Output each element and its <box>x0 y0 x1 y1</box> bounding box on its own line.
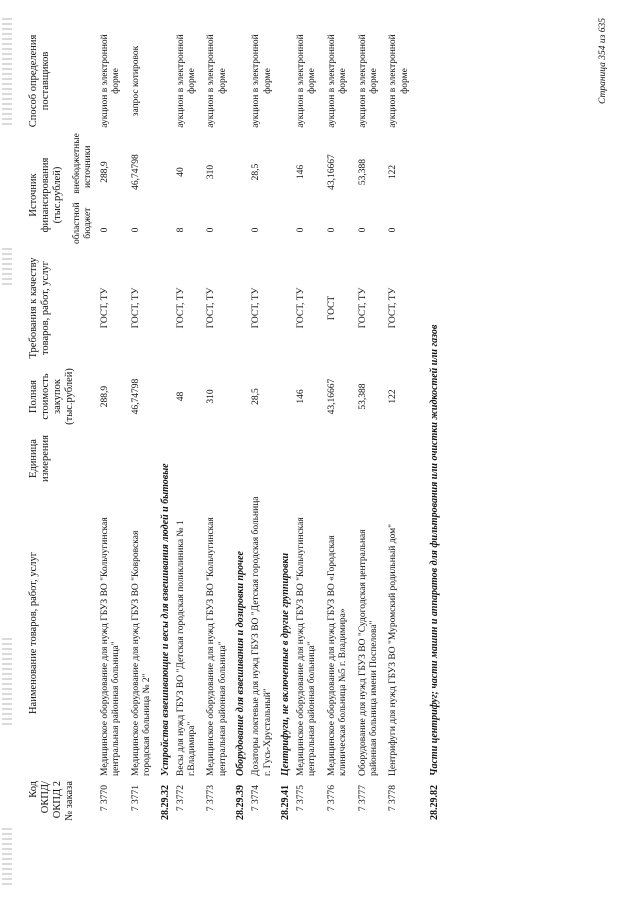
item-funding-regional: 0 <box>388 227 399 233</box>
item-name: Центрифуги для нужд ГБУЗ ВО "Муромский родильный дом" <box>388 524 399 776</box>
item-name: Весы для нужд ГБУЗ ВО "Детская городская поликлиника № 1 г.Владимира" <box>175 520 197 776</box>
item-funding-regional: 0 <box>206 227 217 233</box>
item-name: Медицинское оборудование для нужд ГБУЗ ВО "Кольчугинская центральная районная больница" <box>100 517 122 776</box>
item-funding-extra: 146 <box>295 164 306 180</box>
header-requirements: Требования к качеству товаров, работ, услуг <box>28 257 52 359</box>
item-unit <box>247 430 278 487</box>
group-code: 28.29.39 <box>235 785 247 820</box>
header-cost: Полная стоимость закупок (тыс.рублей) <box>28 368 76 425</box>
item-method: аукцион в электронной форме <box>326 34 349 128</box>
item-unit <box>202 430 233 487</box>
item-requirements: ГОСТ, ТУ <box>100 287 111 329</box>
item-unit <box>292 430 323 487</box>
item-requirements: ГОСТ, ТУ <box>357 287 368 329</box>
item-name: Медицинское оборудование для нужд ГБУЗ ВО "Кольчугинская центральная районная больница" <box>206 517 228 776</box>
item-cost: 288,9 <box>100 385 111 408</box>
header-funding-extra: внебюджетные источники <box>72 133 94 194</box>
item-cost: 43,16667 <box>326 378 337 415</box>
header-unit: Единица измерения <box>28 435 52 482</box>
item-funding-extra: 122 <box>388 164 399 180</box>
item-unit <box>172 430 203 487</box>
item-funding-regional: 0 <box>326 227 337 233</box>
item-name: Дозаторы локтевые для нужд ГБУЗ ВО "Детская городская больница г. Гусь-Хрустальный" <box>251 496 273 776</box>
item-cost: 146 <box>295 389 306 404</box>
order-code: 7 3777 <box>357 785 368 812</box>
order-code: 7 3774 <box>251 785 262 812</box>
item-method: аукцион в электронной форме <box>295 34 318 128</box>
item-unit <box>384 430 415 487</box>
table-row <box>292 25 323 897</box>
header-funding <box>26 133 96 253</box>
page-number: Страница 354 из 635 <box>598 18 608 104</box>
header-method: Способ определения поставщиков <box>28 34 52 128</box>
item-funding-regional: 0 <box>295 227 306 233</box>
order-code: 7 3770 <box>100 785 111 812</box>
group-code: 28.29.82 <box>429 785 441 820</box>
item-funding-regional: 0 <box>100 227 111 233</box>
item-name: Медицинское оборудование для нужд ГБУЗ ВО "Кольчугинская центральная районная больница" <box>295 517 318 776</box>
item-funding-regional: 0 <box>251 227 262 233</box>
item-name: Оборудование для нужд ГБУЗ ВО "Судогодская центральная районная больница имени Поспелова" <box>357 529 379 776</box>
item-unit <box>127 430 158 487</box>
item-method: аукцион в электронной форме <box>206 34 228 128</box>
header-funding-title: Источник финансирования (тыс.рублей) <box>28 157 64 233</box>
group-code: 28.29.41 <box>279 785 291 820</box>
table-row <box>323 25 354 897</box>
item-method: запрос котировок <box>130 45 141 117</box>
item-method: аукцион в электронной форме <box>100 34 122 128</box>
group-heading-row <box>158 25 172 897</box>
item-funding-regional: 0 <box>130 227 141 233</box>
scan-noise <box>2 825 12 885</box>
item-funding-extra: 288,9 <box>100 161 111 183</box>
item-requirements: ГОСТ <box>326 295 337 321</box>
header-funding-regional: областной бюджет <box>72 202 94 244</box>
item-funding-extra: 28,5 <box>251 163 262 181</box>
footer-group-row <box>415 25 445 897</box>
item-cost: 28,5 <box>251 388 262 405</box>
item-cost: 53,388 <box>357 383 368 410</box>
item-requirements: ГОСТ, ТУ <box>206 287 217 329</box>
order-code: 7 3778 <box>388 785 399 812</box>
item-method: аукцион в электронной форме <box>357 34 379 128</box>
item-funding-extra: 40 <box>175 167 186 177</box>
group-code: 28.29.32 <box>159 785 171 820</box>
scan-noise <box>2 245 12 285</box>
item-funding-extra: 43,16667 <box>326 154 337 190</box>
item-requirements: ГОСТ, ТУ <box>388 287 399 329</box>
table-row <box>384 25 415 897</box>
item-cost: 122 <box>388 389 399 404</box>
item-cost: 46,74798 <box>130 378 141 415</box>
item-requirements: ГОСТ, ТУ <box>295 287 306 329</box>
group-name: Оборудование для взвешивания и дозировки прочее <box>235 551 247 776</box>
table-body <box>96 25 445 897</box>
group-name: Центрифуги, не включенные в другие группировки <box>279 552 291 776</box>
table-row <box>96 25 127 897</box>
item-requirements: ГОСТ, ТУ <box>130 287 141 329</box>
item-requirements: ГОСТ, ТУ <box>251 287 262 329</box>
item-name: Медицинское оборудование для нужд ГБУЗ ВО «Городская клиническая больница №5 г. Владимира» <box>326 535 349 776</box>
table-row <box>172 25 203 897</box>
group-name: Части центрифуг; части машин и аппаратов для фильтрования или очистки жидкостей или газов <box>429 324 441 776</box>
item-unit <box>354 430 385 487</box>
order-code: 7 3772 <box>175 785 186 812</box>
item-cost: 310 <box>206 389 217 404</box>
item-funding-extra: 53,388 <box>357 158 368 186</box>
item-funding-extra: 46,74798 <box>130 154 141 190</box>
procurement-table <box>26 25 445 897</box>
group-heading-row <box>233 25 247 897</box>
order-code: 7 3771 <box>130 785 141 812</box>
item-method: аукцион в электронной форме <box>388 34 410 128</box>
group-heading-row <box>278 25 292 897</box>
header-code: Код ОКПД/ ОКПД 2 № заказа <box>28 781 76 821</box>
item-method: аукцион в электронной форме <box>175 34 197 128</box>
table-row <box>354 25 385 897</box>
item-cost: 48 <box>175 391 186 402</box>
item-unit <box>96 430 127 487</box>
table-row <box>247 25 278 897</box>
order-code: 7 3773 <box>206 785 217 812</box>
table-row <box>202 25 233 897</box>
item-name: Медицинское оборудование для нужд ГБУЗ ВО "Ковровская городская больница № 2" <box>130 530 153 776</box>
scan-noise <box>2 635 12 725</box>
item-funding-extra: 310 <box>206 164 217 180</box>
item-unit <box>323 430 354 487</box>
order-code: 7 3775 <box>295 785 306 812</box>
order-code: 7 3776 <box>326 785 337 812</box>
scan-noise <box>2 15 12 125</box>
item-funding-regional: 0 <box>357 227 368 233</box>
item-requirements: ГОСТ, ТУ <box>175 287 186 329</box>
table-header-row <box>26 25 96 897</box>
item-funding-regional: 8 <box>175 227 186 233</box>
table-row <box>127 25 158 897</box>
item-method: аукцион в электронной форме <box>251 34 273 128</box>
group-name: Устройства взвешивающие и весы для взвешивания людей и бытовые <box>159 463 171 776</box>
header-name: Наименование товаров, работ, услуг <box>28 551 39 715</box>
